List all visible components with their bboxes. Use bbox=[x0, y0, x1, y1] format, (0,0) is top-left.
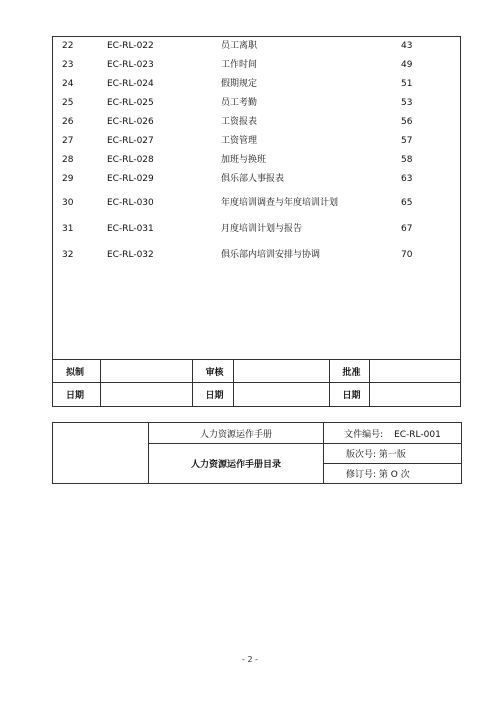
toc-page: 51 bbox=[401, 79, 413, 89]
toc-page: 53 bbox=[401, 98, 413, 108]
toc-title: 假期规定 bbox=[221, 79, 258, 89]
reviewed-field bbox=[233, 360, 329, 383]
file-number-cell bbox=[324, 423, 462, 444]
toc-page: 56 bbox=[401, 117, 413, 127]
toc-number: 24 bbox=[62, 79, 74, 89]
toc-code: EC-RL-028 bbox=[107, 155, 154, 165]
logo-cell bbox=[53, 423, 149, 484]
approved-field bbox=[369, 360, 460, 383]
toc-code: EC-RL-032 bbox=[107, 250, 154, 260]
toc-title: 工资管理 bbox=[221, 136, 258, 146]
toc-number: 22 bbox=[62, 41, 74, 51]
toc-page: 58 bbox=[401, 155, 413, 165]
toc-page: 67 bbox=[401, 224, 413, 234]
toc-page: 49 bbox=[401, 60, 413, 70]
toc-code: EC-RL-027 bbox=[107, 136, 154, 146]
reviewed-date-label: 日期 bbox=[192, 383, 233, 406]
document-title: 人力资源运作手册目录 bbox=[149, 444, 324, 484]
toc-title: 员工考勤 bbox=[221, 98, 258, 108]
drafted-field bbox=[100, 360, 192, 383]
toc-number: 30 bbox=[62, 198, 74, 208]
toc-page: 65 bbox=[401, 198, 413, 208]
toc-title: 工作时间 bbox=[221, 60, 258, 70]
toc-code: EC-RL-026 bbox=[107, 117, 154, 127]
toc-title: 俱乐部人事报表 bbox=[221, 174, 285, 184]
drafted-date-label: 日期 bbox=[53, 383, 100, 406]
reviewed-label: 审核 bbox=[192, 360, 233, 383]
toc-number: 31 bbox=[62, 224, 74, 234]
toc-title: 加班与换班 bbox=[221, 155, 267, 165]
toc-title: 年度培训调查与年度培训计划 bbox=[221, 198, 339, 208]
toc-number: 32 bbox=[62, 250, 74, 260]
manual-name: 人力资源运作手册 bbox=[149, 423, 324, 444]
document-header-table bbox=[52, 422, 462, 484]
toc-code: EC-RL-024 bbox=[107, 79, 154, 89]
toc-number: 29 bbox=[62, 174, 74, 184]
toc-title: 俱乐部内培训安排与协调 bbox=[221, 250, 321, 260]
signoff-row-approvals bbox=[53, 360, 460, 383]
toc-page: 43 bbox=[401, 41, 413, 51]
toc-number: 25 bbox=[62, 98, 74, 108]
toc-code: EC-RL-025 bbox=[107, 98, 154, 108]
toc-page: 70 bbox=[401, 250, 413, 260]
toc-number: 23 bbox=[62, 60, 74, 70]
edition-number: 版次号: 第一版 bbox=[324, 444, 462, 464]
toc-title: 工资报表 bbox=[221, 117, 258, 127]
drafted-date-field bbox=[100, 383, 192, 406]
toc-title: 月度培训计划与报告 bbox=[221, 224, 303, 234]
toc-number: 27 bbox=[62, 136, 74, 146]
toc-frame bbox=[52, 36, 461, 407]
toc-code: EC-RL-031 bbox=[107, 224, 154, 234]
page-number: - 2 - bbox=[242, 655, 258, 664]
file-number-label: 文件编号: bbox=[344, 429, 384, 440]
file-number-value: EC-RL-001 bbox=[394, 429, 441, 440]
approved-date-label: 日期 bbox=[329, 383, 369, 406]
approved-date-field bbox=[369, 383, 460, 406]
toc-number: 28 bbox=[62, 155, 74, 165]
toc-code: EC-RL-023 bbox=[107, 60, 154, 70]
revision-number: 修订号: 第 O 次 bbox=[324, 464, 462, 484]
signoff-table bbox=[53, 359, 460, 406]
toc-page: 63 bbox=[401, 174, 413, 184]
signoff-row-dates bbox=[53, 383, 460, 406]
drafted-label: 拟制 bbox=[53, 360, 100, 383]
toc-code: EC-RL-029 bbox=[107, 174, 154, 184]
reviewed-date-field bbox=[233, 383, 329, 406]
toc-number: 26 bbox=[62, 117, 74, 127]
toc-title: 员工离职 bbox=[221, 41, 258, 51]
toc-page: 57 bbox=[401, 136, 413, 146]
approved-label: 批准 bbox=[329, 360, 369, 383]
toc-code: EC-RL-030 bbox=[107, 198, 154, 208]
toc-code: EC-RL-022 bbox=[107, 41, 154, 51]
